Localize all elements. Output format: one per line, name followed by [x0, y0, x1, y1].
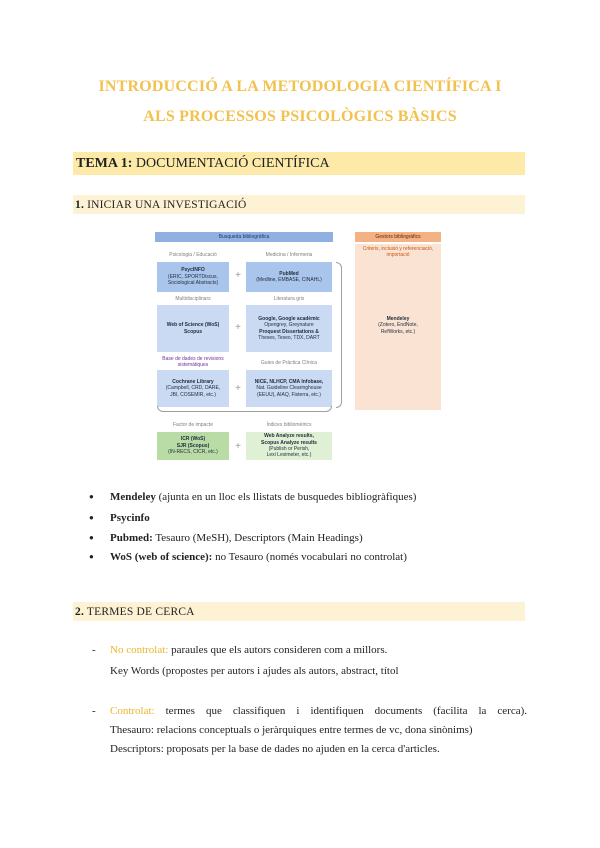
bullet-bold: Pubmed:: [110, 532, 153, 544]
box-bibliometric: [246, 432, 332, 460]
dash-marker: -: [92, 644, 96, 656]
manager-box: [355, 316, 441, 335]
box-line: Scopus: [183, 328, 203, 335]
box-line: (ERIC, SPORTDiscus,: [168, 273, 218, 280]
box-line: PsycINFO: [181, 267, 205, 274]
bracket-right: [336, 262, 342, 408]
bullet-icon: ●: [89, 513, 94, 522]
box-impact-factor: [157, 432, 229, 460]
research-diagram: [155, 230, 443, 464]
box-cochrane: [157, 370, 229, 407]
section-number: 1.: [75, 199, 85, 211]
manager-box-line: (Zotero, EndNote,: [378, 322, 418, 329]
label-impact: Factor de impacte: [172, 422, 214, 428]
bullet-item: [110, 549, 407, 565]
topic-heading: [73, 152, 525, 175]
term-detail: Key Words (propostes per autors i ajudes als autors, abstract, títol: [110, 665, 399, 677]
bullet-icon: ●: [89, 533, 94, 542]
label-reviews: Base de dades de revisions sistemàtiques: [162, 356, 224, 368]
manager-box-line: Mendeley: [386, 316, 410, 322]
term-controlled: [110, 703, 527, 719]
box-line: Web of Science (WoS): [166, 322, 220, 329]
plus-icon: +: [235, 383, 241, 394]
label-biblio: Índices bibliomètrics: [266, 422, 312, 428]
title-line-1: INTRODUCCIÓ A LA METODOLOGIA CIENTÍFICA I: [98, 78, 502, 95]
plus-icon: +: [235, 322, 241, 333]
box-wos: [157, 305, 229, 352]
box-line: Opengrey, Greynature: [264, 322, 314, 329]
term-text: paraules que els autors consideren com a millors.: [171, 644, 388, 656]
title-line-2: ALS PROCESSOS PSICOLÒGICS BÀSICS: [143, 108, 457, 125]
box-line: Sociological Abstracts): [167, 280, 219, 287]
section-title: INICIAR UNA INVESTIGACIÓ: [87, 199, 247, 211]
box-line: Google, Google acadèmic: [258, 315, 320, 322]
box-line: (IN-RECS, CICR, etc.): [168, 449, 218, 456]
box-line: Web Analyze results,: [264, 433, 314, 440]
bullet-text: (ajunta en un lloc els llistats de busquedes bibliogràfiques): [158, 491, 417, 503]
topic-number: TEMA 1:: [76, 156, 133, 171]
section-number: 2.: [75, 606, 85, 618]
bullet-text: Tesauro (MeSH), Descriptors (Main Headings): [155, 532, 363, 544]
bullet-text: no Tesauro (només vocabulari no controlat): [215, 551, 407, 563]
bullet-bold: Psycinfo: [110, 512, 150, 524]
bullet-bold: Mendeley: [110, 491, 156, 503]
box-line: Theses, Teseo, TDX, DART: [258, 334, 320, 341]
label-guides: Guies de Pràctica Clínica: [260, 360, 318, 366]
term-detail: Descriptors: proposats per la base de dades no ajuden en la cerca d'articles.: [110, 743, 440, 755]
box-line: (Campbell, CRD, DARE,: [165, 385, 221, 392]
dash-marker: -: [92, 705, 96, 717]
term-keyword: No controlat:: [110, 644, 169, 656]
manager-box-line: RefWorks, etc.): [380, 328, 416, 335]
box-line: Proquest Dissertations &: [259, 328, 319, 335]
bullet-bold: WoS (web of science):: [110, 551, 213, 563]
box-line: SJR (Scopus): [176, 442, 210, 449]
manager-note: Criteris, inclusió y referenciació, importació: [362, 246, 434, 258]
label-med: Medicina / Infermeria: [265, 252, 313, 258]
bracket-bottom: [157, 406, 332, 412]
box-psycinfo: [157, 262, 229, 292]
bullet-icon: ●: [89, 492, 94, 501]
bullet-icon: ●: [89, 552, 94, 561]
section-heading-2: [73, 602, 525, 621]
box-guidelines: [246, 370, 332, 407]
term-keyword: Controlat:: [110, 705, 155, 717]
box-line: Lexi Leximeter, etc.): [266, 452, 312, 459]
term-uncontrolled: [110, 642, 387, 658]
box-line: PubMed: [279, 270, 299, 277]
topic-title: DOCUMENTACIÓ CIENTÍFICA: [135, 156, 330, 171]
box-line: (Publish or Perish,: [268, 446, 310, 452]
box-line: ICR (WoS): [180, 436, 206, 443]
term-detail: Thesauro: relacions conceptuals o jeràrquiques entre termes de vc, dona sinònims): [110, 724, 473, 736]
section-title: TERMES DE CERCA: [86, 606, 195, 618]
label-psych: Psicologia / Educació: [169, 252, 217, 258]
term-text: termes que classifiquen i identifiquen documents (facilita la cerca).: [165, 705, 528, 717]
bullet-item: [110, 510, 150, 526]
bullet-item: [110, 530, 363, 546]
box-pubmed: [246, 262, 332, 292]
box-line: (Medline, EMBASE, CINAHL): [256, 277, 322, 283]
box-line: JBI, COSEMIR, etc.): [170, 391, 216, 398]
box-line: Scopus Analyze results: [261, 439, 317, 446]
box-line: Cochrane Library: [172, 378, 214, 385]
box-line: Nat. Guideline Clearinghouse: [256, 385, 322, 392]
box-line: (EEUU), AIAQ, Fisterra, etc.): [257, 391, 321, 398]
box-grey-literature: [246, 305, 332, 352]
label-grey: Literatura gris: [273, 296, 305, 302]
section-heading-1: [73, 195, 525, 214]
search-header: Busqueda bibliogràfica: [155, 232, 333, 242]
box-line: NICE, NLHCP, CMA Infobase,: [254, 378, 324, 385]
document-title: [0, 72, 600, 132]
plus-icon: +: [235, 441, 241, 452]
plus-icon: +: [235, 270, 241, 281]
label-multi: Multidisciplinars: [175, 296, 211, 302]
manager-header: Gestors bibliogràfics: [355, 232, 441, 242]
bullet-item: [110, 489, 416, 505]
